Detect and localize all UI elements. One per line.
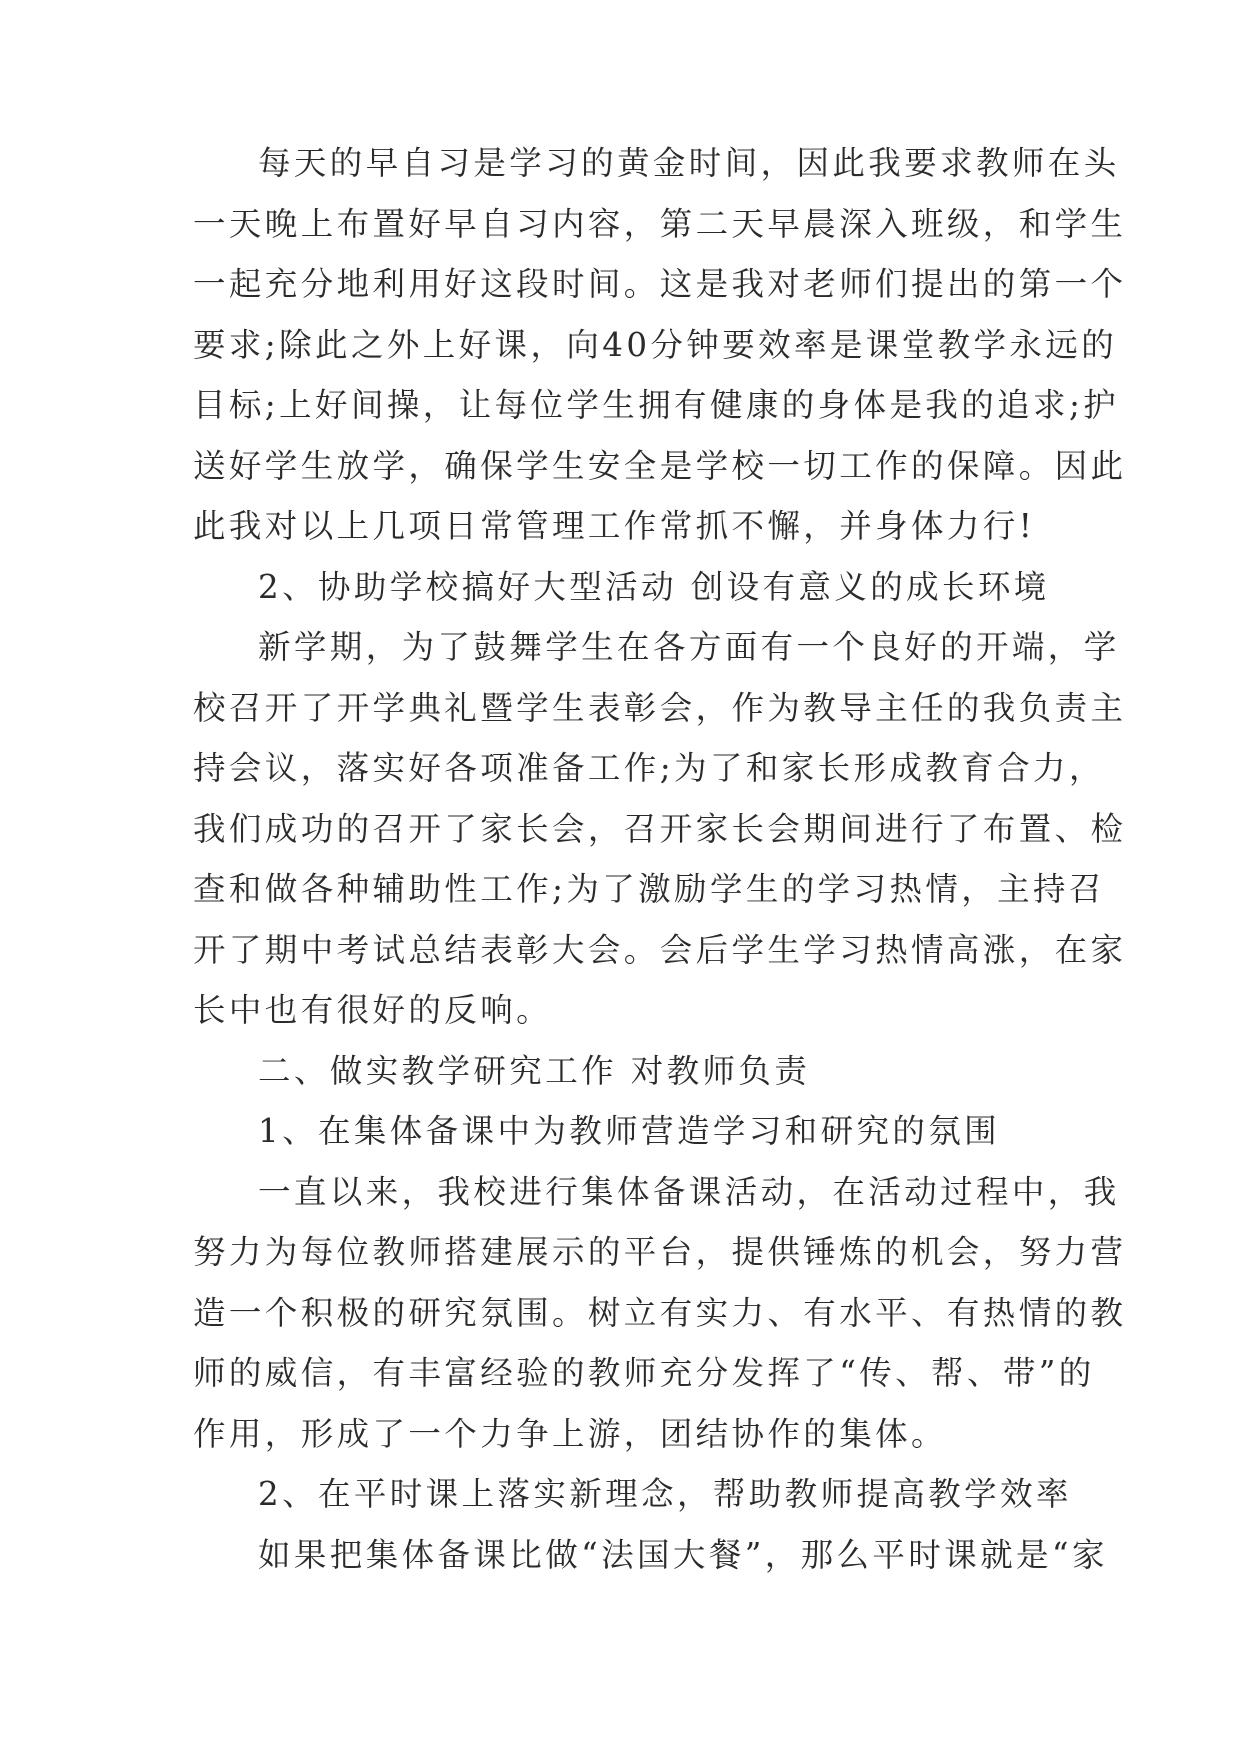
- text-line: 查和做各种辅助性工作;为了激励学生的学习热情，主持召: [193, 870, 1105, 908]
- text-line: 如果把集体备课比做“法国大餐”，那么平时课就是“家: [258, 1535, 1108, 1574]
- text-line: 开了期中考试总结表彰大会。会后学生学习热情高涨，在家: [193, 930, 1127, 969]
- section-heading: 2、在平时课上落实新理念，帮助教师提高教学效率: [258, 1475, 1072, 1513]
- text-line: 此我对以上几项日常管理工作常抓不懈，并身体力行!: [193, 507, 1036, 545]
- text-line: 要求;除此之外上好课，向40分钟要效率是课堂教学永远的: [193, 325, 1118, 364]
- text-line: 一起充分地利用好这段时间。这是我对老师们提出的第一个: [193, 265, 1127, 303]
- text-line: 目标;上好间操，让每位学生拥有健康的身体是我的追求;护: [193, 386, 1120, 424]
- text-line: 一直以来，我校进行集体备课活动，在活动过程中，我: [258, 1172, 1120, 1211]
- section-heading: 2、协助学校搞好大型活动 创设有意义的成长环境: [258, 567, 1050, 606]
- text-line: 作用，形成了一个力争上游，团结协作的集体。: [193, 1414, 947, 1453]
- text-line: 长中也有很好的反响。: [193, 991, 553, 1029]
- section-heading: 1、在集体备课中为教师营造学习和研究的氛围: [258, 1112, 1001, 1150]
- text-line: 送好学生放学，确保学生安全是学校一切工作的保障。因此: [193, 446, 1127, 485]
- text-line: 持会议，落实好各项准备工作;为了和家长形成教育合力，: [193, 749, 1105, 787]
- text-line: 我们成功的召开了家长会，召开家长会期间进行了布置、检: [193, 809, 1127, 848]
- text-line: 努力为每位教师搭建展示的平台，提供锤炼的机会，努力营: [193, 1233, 1127, 1271]
- text-line: 每天的早自习是学习的黄金时间，因此我要求教师在头: [258, 144, 1120, 182]
- text-line: 一天晚上布置好早自习内容，第二天早晨深入班级，和学生: [193, 204, 1127, 243]
- text-line: 新学期，为了鼓舞学生在各方面有一个良好的开端，学: [258, 628, 1120, 666]
- text-line: 师的威信，有丰富经验的教师充分发挥了“传、帮、带”的: [193, 1354, 1095, 1392]
- text-line: 造一个积极的研究氛围。树立有实力、有水平、有热情的教: [193, 1293, 1127, 1332]
- text-line: 校召开了开学典礼暨学生表彰会，作为教导主任的我负责主: [193, 688, 1127, 727]
- document-body: [193, 133, 1127, 1585]
- section-heading: 二、做实教学研究工作 对教师负责: [258, 1051, 811, 1090]
